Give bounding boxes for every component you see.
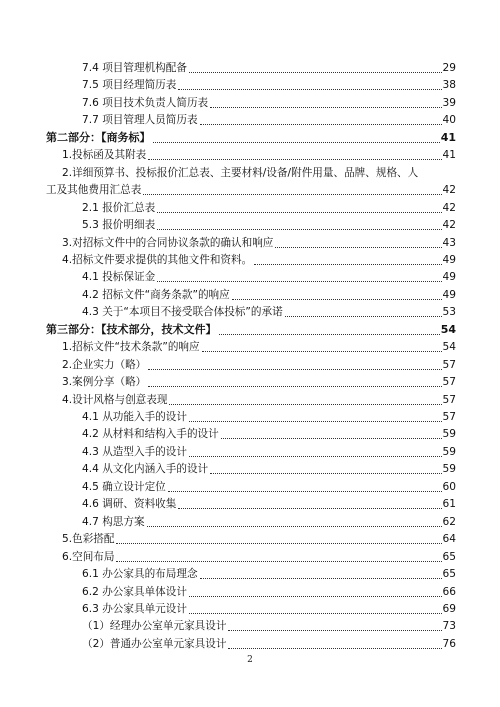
toc-leader [169,404,441,405]
toc-entry[interactable] [82,304,456,320]
toc-entry-page: 66 [442,585,456,598]
toc-entry-label: 4.7 构思方案 [82,515,145,528]
toc-entry[interactable] [62,374,456,390]
toc-leader [189,456,442,457]
toc-entry-label: 4.1 从功能入手的设计 [82,411,187,423]
toc-entry-label: 2.企业实力（略） [62,358,147,371]
toc-leader [143,194,441,195]
toc-entry[interactable] [62,165,456,181]
toc-leader [168,491,442,492]
toc-entry[interactable] [82,409,456,425]
toc-entry[interactable] [82,95,456,111]
toc-entry-page: 65 [442,568,456,581]
toc-entry-label: 6.1 办公家具的布局理念 [82,568,198,581]
toc-entry[interactable] [82,112,456,128]
toc-entry-page: 62 [442,515,456,528]
toc-entry-continuation: 工及其他费用汇总表 [46,184,142,197]
toc-leader [147,526,442,527]
toc-entry[interactable] [82,217,456,233]
toc-entry-page: 39 [442,96,456,109]
toc-entry[interactable] [82,269,456,285]
toc-leader [210,107,441,108]
toc-entry[interactable] [82,426,456,442]
toc-entry-page: 69 [442,602,456,615]
toc-entry-label: 4.1 投标保证金 [82,271,156,284]
toc-entry-page: 53 [442,306,456,319]
toc-entry-page: 54 [442,341,456,354]
toc-entry[interactable] [82,479,456,495]
toc-leader [157,212,441,213]
toc-entry-label: 1.投标函及其附表 [62,149,147,162]
toc-entry-label: 6.2 办公家具单体设计 [82,585,187,598]
toc-entry[interactable] [62,147,456,163]
toc-entry-label: 3.案例分享（略） [62,376,147,389]
toc-entry-label: 7.5 项目经理简历表 [82,79,177,92]
toc-entry[interactable] [46,130,456,146]
toc-entry[interactable] [82,514,456,530]
toc-entry-page: 41 [442,149,456,162]
toc-leader [219,334,440,335]
toc-entry-label: 1.招标文件“技术条款”的响应 [62,341,200,354]
toc-entry-label: 4.3 关于“本项目不接受联合体投标”的承诺 [82,306,283,319]
toc-leader [178,508,441,509]
page-number: 2 [247,655,253,665]
toc-entry[interactable] [62,252,456,268]
toc-entry-page: 64 [442,533,456,546]
toc-leader [189,421,442,422]
toc-entry[interactable] [62,549,456,565]
toc-entry-label: 4.设计风格与创意表现 [62,393,168,406]
toc-leader [148,386,441,387]
toc-entry-continuation-row[interactable] [46,182,456,198]
toc-leader [148,159,441,160]
toc-entry-page: 41 [440,130,456,144]
toc-entry-label: 2.1 报价汇总表 [82,201,156,214]
toc-leader [228,630,441,631]
toc-entry-page: 42 [442,201,456,214]
toc-entry-label: 4.3 从造型入手的设计 [82,445,187,458]
toc-entry-page: 59 [442,463,456,476]
toc-entry[interactable] [82,77,456,93]
toc-entry-label: 6.3 办公家具单元设计 [82,602,187,615]
toc-leader [116,561,441,562]
toc-entry-page: 57 [442,358,456,371]
toc-leader [157,229,441,230]
toc-entry-label: 第三部分：【技术部分，技术文件】 [46,322,217,336]
toc-leader [202,351,442,352]
toc-entry-page: 43 [442,236,456,249]
toc-entry-label: （2）普通办公室单元家具设计 [82,637,227,650]
toc-leader [157,281,441,282]
toc-entry-page: 49 [442,271,456,284]
toc-entry[interactable] [82,200,456,216]
toc-entry-label: 5.色彩搭配 [62,533,115,546]
toc-entry[interactable] [82,584,456,600]
toc-leader [153,142,440,143]
toc-entry-label: 7.7 项目管理人员简历表 [82,114,198,127]
toc-entry[interactable] [62,392,456,408]
toc-leader [285,316,442,317]
toc-entry-page: 57 [442,376,456,389]
toc-entry[interactable] [82,287,456,303]
toc-leader [210,473,441,474]
toc-leader [232,299,442,300]
toc-leader [254,264,441,265]
toc-entry-label: 第二部分：【商务标】 [46,130,151,144]
toc-entry-label: 4.5 确立设计定位 [82,480,166,493]
toc-entry-page: 42 [442,219,456,232]
toc-entry[interactable] [82,496,456,512]
toc-entry-label: 4.招标文件要求提供的其他文件和资料。 [62,253,253,266]
toc-entry-label: 3.对招标文件中的合同协议条款的确认和响应 [62,236,274,249]
toc-entry-page: 29 [442,62,456,74]
toc-entry[interactable] [46,322,456,338]
toc-entry[interactable] [62,339,456,355]
toc-entry[interactable] [62,235,456,251]
toc-entry-page: 57 [442,393,456,406]
toc-entry-label: （1）经理办公室单元家具设计 [82,620,227,633]
toc-entry-page: 38 [442,79,456,92]
toc-entry-label: 2.详细预算书、投标报价汇总表、主要材料/设备/附件用量、品牌、规格、人 [62,166,419,179]
toc-entry-page: 65 [442,550,456,563]
toc-leader [116,543,441,544]
toc-leader [275,247,441,248]
toc-entry[interactable] [82,601,456,617]
toc-entry-page: 61 [442,498,456,511]
toc-entry-page: 40 [442,114,456,127]
toc-leader [228,648,441,649]
toc-entry-label: 6.空间布局 [62,550,115,563]
toc-leader [200,578,442,579]
toc-leader [189,596,442,597]
toc-entry[interactable] [82,566,456,582]
toc-entry[interactable] [62,357,456,373]
toc-leader [221,438,442,439]
toc-entry-page: 73 [442,620,456,633]
toc-leader [189,72,442,73]
toc-entry[interactable] [82,60,456,76]
toc-entry-page: 57 [442,411,456,423]
toc-leader [189,613,442,614]
toc-entry-page: 59 [442,445,456,458]
toc-entry-label: 4.4 从文化内涵入手的设计 [82,463,209,476]
toc-entry-page: 49 [442,253,456,266]
toc-entry-page: 42 [442,184,456,197]
toc-entry-label: 7.6 项目技术负责人简历表 [82,96,209,109]
toc-entry-label: 7.4 项目管理机构配备 [82,62,187,74]
toc-entry-page: 76 [442,637,456,650]
toc-entry-label: 4.2 从材料和结构入手的设计 [82,428,219,441]
toc-entry[interactable] [82,444,456,460]
toc-entry[interactable] [62,531,456,547]
toc-leader [148,369,441,370]
toc-entry-label: 4.2 招标文件“商务条款”的响应 [82,288,230,301]
toc-entry-page: 49 [442,288,456,301]
toc-entry[interactable] [82,636,456,652]
toc-entry[interactable] [82,461,456,477]
toc-entry-page: 54 [440,322,456,336]
toc-entry-label: 5.3 报价明细表 [82,219,156,232]
toc-entry[interactable] [82,618,456,634]
toc-leader [200,124,442,125]
toc-entry-page: 59 [442,428,456,441]
toc-leader [178,89,441,90]
toc-entry-page: 60 [442,480,456,493]
toc-entry-label: 4.6 调研、资料收集 [82,498,177,511]
